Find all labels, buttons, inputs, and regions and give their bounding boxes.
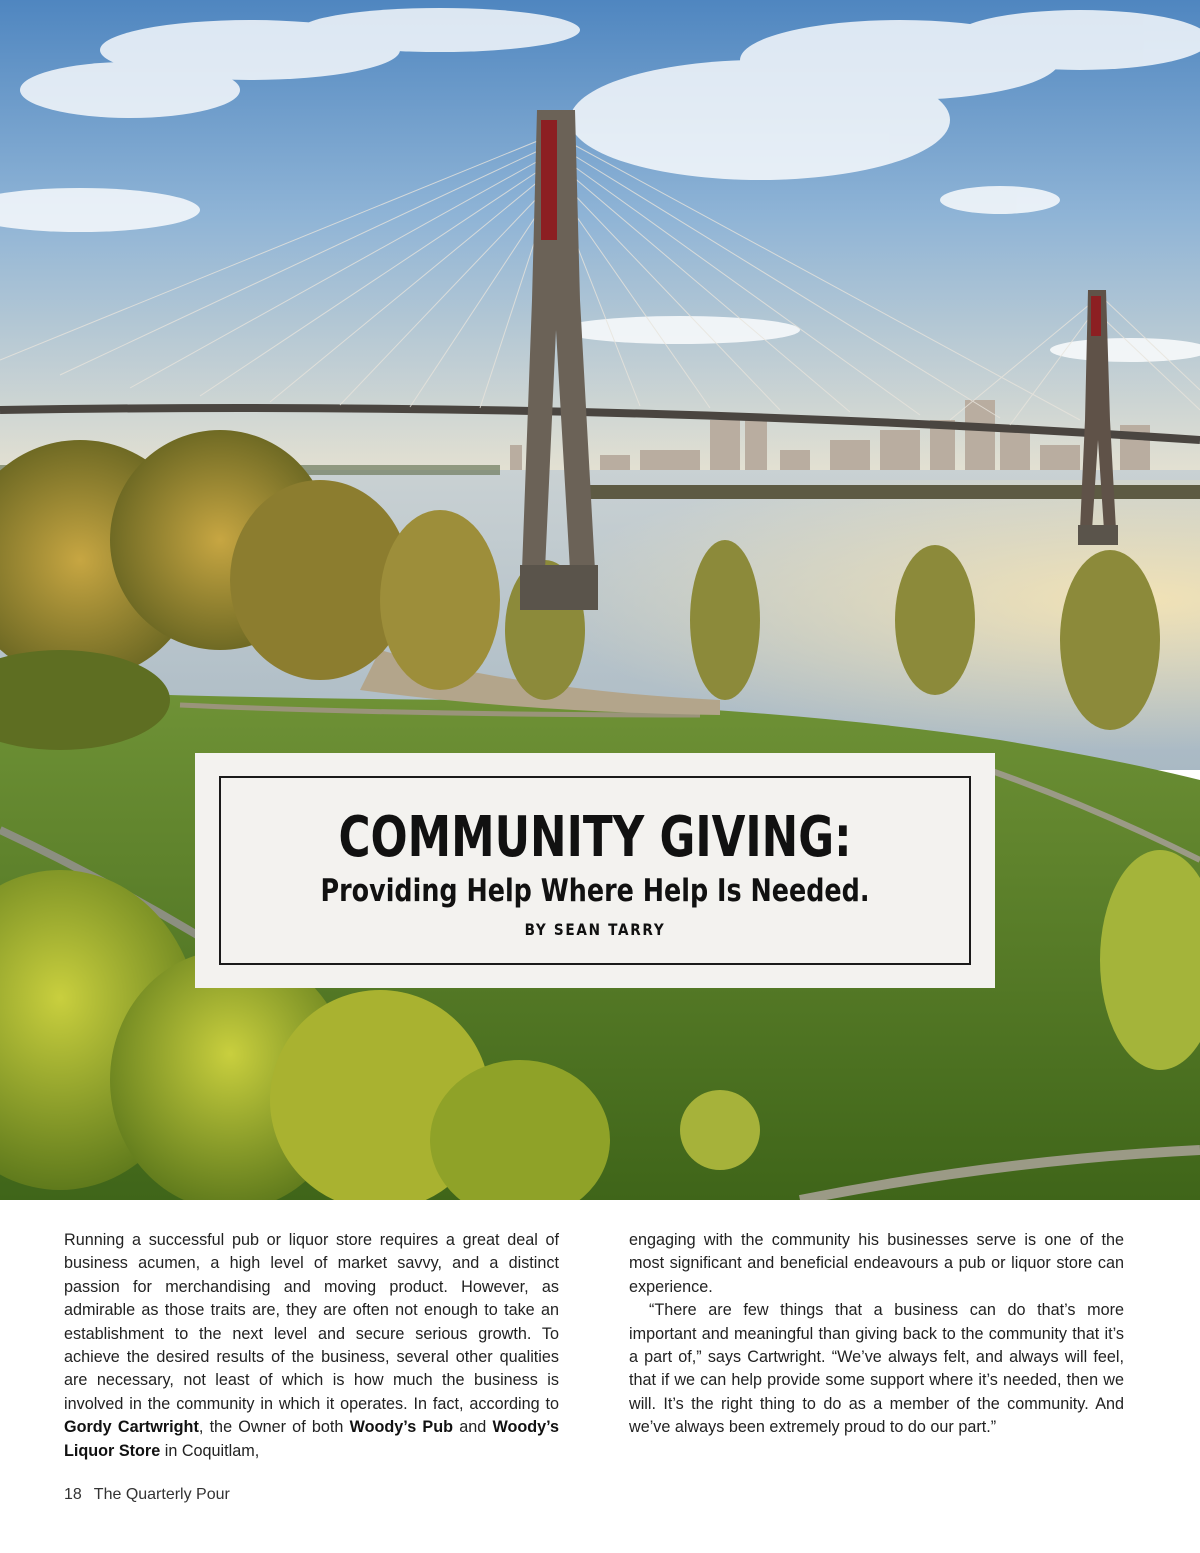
title-card <box>195 753 995 988</box>
article-subtitle: Providing Help Where Help Is Needed. <box>320 873 870 909</box>
text-run: and <box>453 1418 493 1437</box>
text-run: Running a successful pub or liquor store requires a great deal of business acumen, a high level of market savvy, and a distinct passion for merchandising and moving product. However, as admirable as those traits are, they are often not enough to take an establishment to the next level and secure serious growth. To achieve the desired results of the business, several other qualities are necessary, not least of which is how much the business is involved in the community in which it operates. In fact, according to <box>64 1231 559 1413</box>
page-footer <box>64 1486 230 1504</box>
store-name: Woody’s Liquor Store <box>64 1418 560 1460</box>
article-byline: BY SEAN TARRY <box>524 920 666 939</box>
article-column-left <box>64 1229 559 1463</box>
paragraph-quote: “There are few things that a business can do that’s more important and meaningful than giving back to the community that it’s a part of,” says Cartwright. “We’ve always felt, and always will feel, that if we can help provide some support where it’s needed, then we will. It’s the right thing to do as a member of the community. And we’ve always been extremely proud to do our part.” <box>629 1301 1124 1437</box>
page-number: 18 <box>64 1486 82 1503</box>
text-run: in Coquitlam, <box>160 1441 260 1460</box>
pub-name: Woody’s Pub <box>349 1418 453 1437</box>
article-title: COMMUNITY GIVING: <box>338 805 852 870</box>
paragraph <box>64 1229 559 1463</box>
text-run: , the Owner of both <box>198 1418 350 1437</box>
title-frame <box>219 776 971 965</box>
paragraph: engaging with the community his businesses serve is one of the most significant and beneficial endeavours a pub or liquor store can experience. <box>629 1231 1124 1296</box>
article-column-right <box>629 1229 1124 1440</box>
owner-name: Gordy Cartwright <box>64 1418 199 1437</box>
publication-name: The Quarterly Pour <box>93 1486 230 1503</box>
